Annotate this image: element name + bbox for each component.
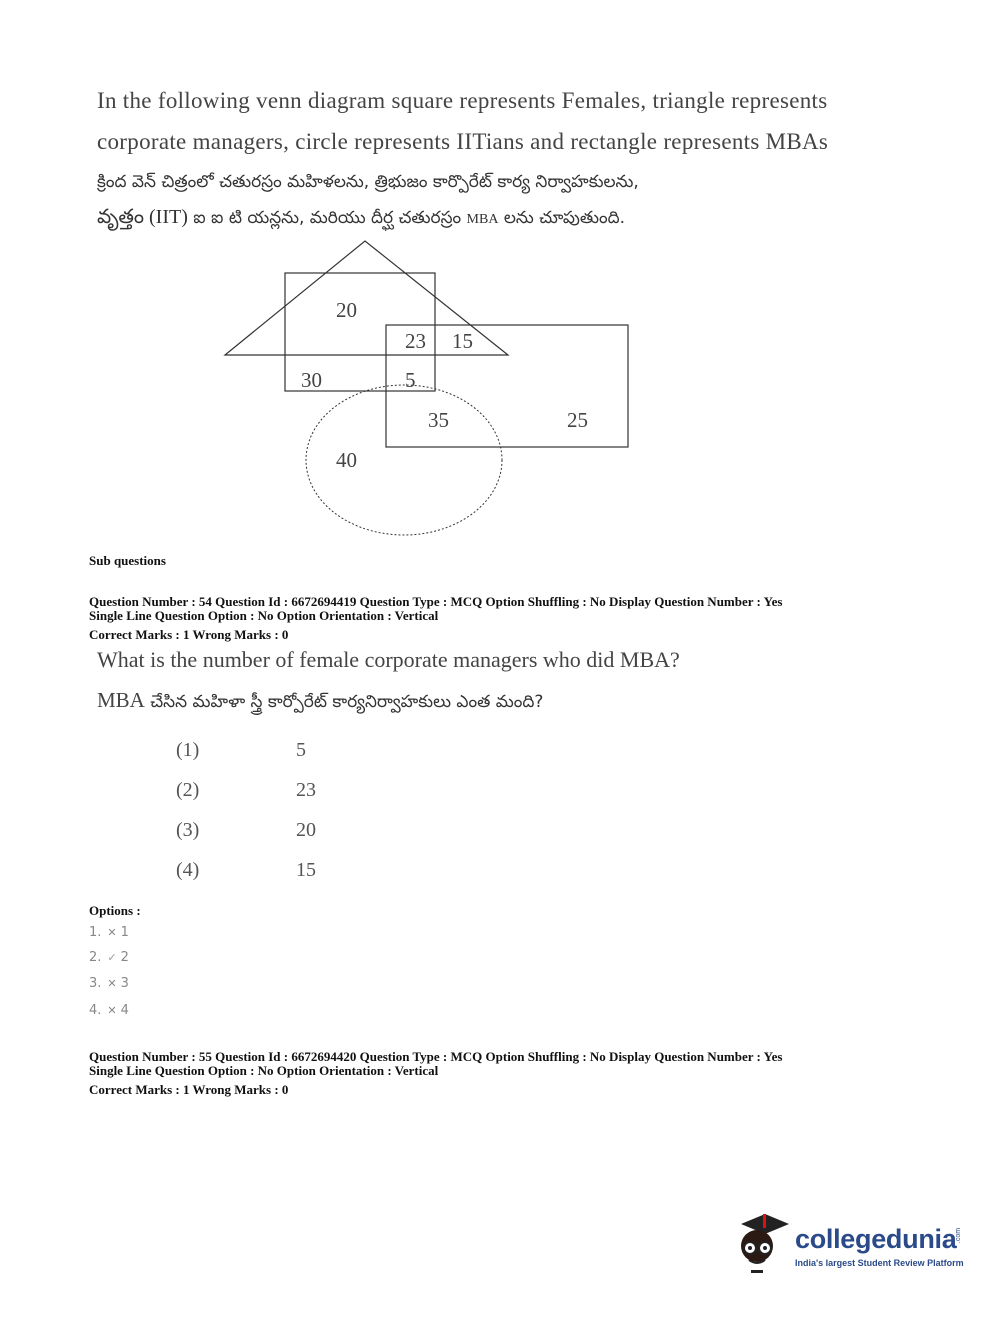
q54-te-rest: చేసిన మహిళా స్త్రీ కార్పోరేట్ కార్యనిర్వాహకులు ఎంత మంది?: [144, 692, 544, 712]
q54-option-2-value: 23: [296, 779, 316, 801]
cross-icon: ✕: [107, 977, 117, 990]
region-value-3: 30: [301, 368, 322, 392]
q54-answer-4: [89, 1003, 129, 1018]
q54-option-3-num: (3): [176, 819, 200, 841]
region-value-2: 15: [452, 329, 473, 353]
q54-option-4-value: 15: [296, 859, 316, 881]
q54-meta-2: Single Line Question Option : No Option Orientation : Vertical: [89, 608, 439, 623]
intro-line-2: corporate managers, circle represents IITians and rectangle represents MBAs: [97, 129, 829, 154]
q54-marks: Correct Marks : 1 Wrong Marks : 0: [89, 627, 289, 642]
q54-question-en: What is the number of female corporate managers who did MBA?: [97, 647, 680, 672]
mascot-icon: [735, 1210, 793, 1278]
q54-option-1-value: 5: [296, 739, 306, 761]
telugu-show-text: లను చూపుతుంది.: [498, 208, 625, 228]
sub-questions-label: Sub questions: [89, 553, 166, 568]
intro-line-1: In the following venn diagram square represents Females, triangle represents: [97, 88, 828, 113]
venn-diagram: [220, 238, 640, 543]
logo-com: .com: [955, 1227, 963, 1244]
q54-option-1-num: (1): [176, 739, 200, 761]
q54-meta-1: Question Number : 54 Question Id : 6672694419 Question Type : MCQ Option Shuffling : No Display Question Number : Yes: [89, 594, 783, 609]
telugu-mba-text: MBA: [466, 212, 499, 227]
q54-te-mba: MBA: [97, 688, 145, 712]
q54-option-2-num: (2): [176, 779, 200, 801]
logo-wordmark: collegedunia: [795, 1224, 957, 1254]
check-icon: ✓: [107, 951, 117, 964]
answer-1-value: 1: [120, 925, 129, 940]
telugu-iitians-text: ఐ ఐ టి యన్లను, మరియు దీర్ఘ చతురస్రం: [187, 208, 467, 228]
answer-4-index: 4.: [89, 1003, 102, 1018]
answer-2-index: 2.: [89, 950, 102, 965]
q55-meta-1: Question Number : 55 Question Id : 6672694420 Question Type : MCQ Option Shuffling : No Display Question Number : Yes: [89, 1049, 783, 1064]
region-value-0: 20: [336, 298, 357, 322]
q54-answer-2: [89, 950, 129, 965]
region-value-6: 25: [567, 408, 588, 432]
q54-option-4-num: (4): [176, 859, 200, 881]
answer-2-value: 2: [120, 950, 129, 965]
cross-icon: ✕: [107, 926, 117, 939]
answer-3-index: 3.: [89, 976, 102, 991]
answer-4-value: 4: [120, 1003, 129, 1018]
q54-option-3-value: 20: [296, 819, 316, 841]
intro-telugu-line-2: [97, 206, 625, 233]
intro-telugu-line-1: క్రింద వెన్ చిత్రంలో చతురస్రం మహిళలను, త్రిభుజం కార్పొరేట్ కార్య నిర్వాహకులను,: [97, 172, 639, 192]
q54-options-label: Options :: [89, 903, 141, 918]
answer-1-index: 1.: [89, 925, 102, 940]
collegedunia-logo[interactable]: [735, 1210, 965, 1280]
region-value-1: 23: [405, 329, 426, 353]
cross-icon: ✕: [107, 1004, 117, 1017]
answer-3-value: 3: [120, 976, 129, 991]
q54-answer-3: [89, 976, 129, 991]
telugu-circle-iit: వృత్తం (IIT): [97, 206, 188, 228]
q54-question-te: [97, 688, 543, 716]
q54-answer-1: [89, 925, 129, 940]
logo-tagline: India's largest Student Review Platform: [795, 1258, 964, 1268]
q55-marks: Correct Marks : 1 Wrong Marks : 0: [89, 1082, 289, 1097]
region-value-5: 35: [428, 408, 449, 432]
region-value-4: 5: [405, 368, 416, 392]
q55-meta-2: Single Line Question Option : No Option Orientation : Vertical: [89, 1063, 439, 1078]
region-value-7: 40: [336, 448, 357, 472]
